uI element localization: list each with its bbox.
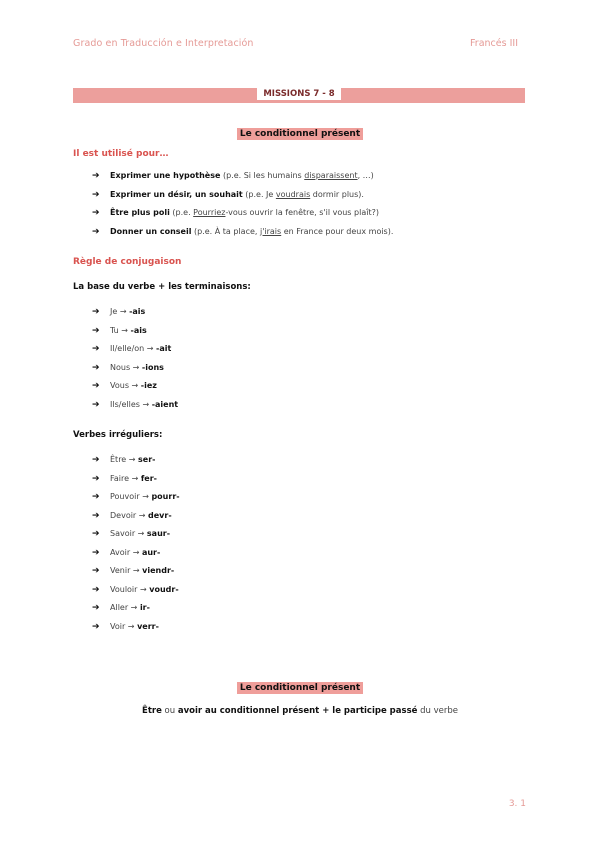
use-item-3: ➔ Être plus poli (p.e. Pourriez-vous ouvrir la fenêtre, s'il vous plaît?): [92, 207, 393, 226]
irregular-item: ➔ Aller → ir-: [92, 602, 180, 621]
irregular-list: [92, 454, 180, 639]
section1-title-row: [0, 121, 600, 140]
formula-line: Être ou avoir au conditionnel présent + le participe passé du verbe: [142, 706, 458, 716]
rule-heading: Règle de conjugaison: [73, 257, 182, 267]
section1-title: Le conditionnel présent: [237, 128, 363, 140]
use-item-2: ➔ Exprimer un désir, un souhait (p.e. Je voudrais dormir plus).: [92, 189, 393, 208]
header-subject: Francés III: [470, 38, 518, 49]
ending-item: ➔ Nous → -ions: [92, 362, 178, 381]
irregular-item: ➔ Voir → verr-: [92, 621, 180, 640]
endings-list: [92, 306, 178, 417]
use-item-1: ➔ Exprimer une hypothèse (p.e. Si les humains disparaissent, …): [92, 170, 393, 189]
section2-title-row: [0, 675, 600, 694]
banner-label: MISSIONS 7 - 8: [257, 88, 340, 100]
irregular-item: ➔ Savoir → saur-: [92, 528, 180, 547]
irregular-item: ➔ Être → ser-: [92, 454, 180, 473]
ending-item: ➔ Il/elle/on → -ait: [92, 343, 178, 362]
ending-item: ➔ Vous → -iez: [92, 380, 178, 399]
header-course: Grado en Traducción e Interpretación: [73, 38, 254, 49]
ending-item: ➔ Ils/elles → -aient: [92, 399, 178, 418]
irregular-item: ➔ Pouvoir → pourr-: [92, 491, 180, 510]
uses-list: [92, 170, 393, 244]
page-number: 3. 1: [508, 799, 526, 809]
irregular-heading: Verbes irréguliers:: [73, 430, 163, 440]
irregular-item: ➔ Vouloir → voudr-: [92, 584, 180, 603]
section2-title: Le conditionnel présent: [237, 682, 363, 694]
uses-intro: Il est utilisé pour…: [73, 149, 169, 159]
use-item-4: ➔ Donner un conseil (p.e. À ta place, j'irais en France pour deux mois).: [92, 226, 393, 245]
ending-item: ➔ Tu → -ais: [92, 325, 178, 344]
irregular-item: ➔ Faire → fer-: [92, 473, 180, 492]
ending-item: ➔ Je → -ais: [92, 306, 178, 325]
irregular-item: ➔ Avoir → aur-: [92, 547, 180, 566]
missions-banner: [73, 88, 525, 103]
base-heading: La base du verbe + les terminaisons:: [73, 282, 251, 292]
irregular-item: ➔ Venir → viendr-: [92, 565, 180, 584]
irregular-item: ➔ Devoir → devr-: [92, 510, 180, 529]
